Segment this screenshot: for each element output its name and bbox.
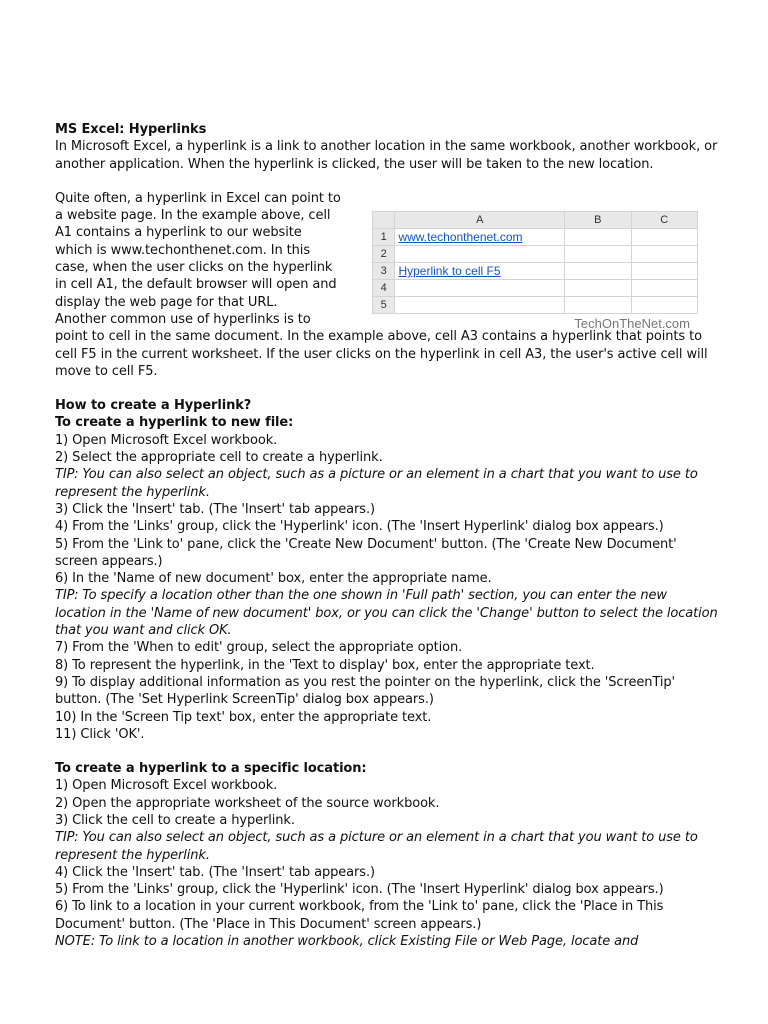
step-item: 4) From the 'Links' group, click the 'Hyperlink' icon. (The 'Insert Hyperlink' dialog box appears.) xyxy=(55,519,664,535)
explanation-line: A1 contains a hyperlink to our website xyxy=(55,225,302,241)
excel-example-image xyxy=(372,211,698,331)
explanation-line: display the web page for that URL. xyxy=(55,294,278,310)
excel-row xyxy=(373,263,698,280)
cell-c xyxy=(631,280,697,297)
cell-a xyxy=(395,246,565,263)
explanation-line: in cell A1, the default browser will open and xyxy=(55,277,337,293)
page-title: MS Excel: Hyperlinks xyxy=(55,122,207,137)
excel-row xyxy=(373,297,698,314)
step-item: 7) From the 'When to edit' group, select the appropriate option. xyxy=(55,640,463,656)
step-item: 6) In the 'Name of new document' box, enter the appropriate name. xyxy=(55,571,492,587)
how-to-heading: How to create a Hyperlink? xyxy=(55,398,252,414)
explanation-line: Another common use of hyperlinks is to xyxy=(55,311,311,327)
cell-c xyxy=(631,297,697,314)
hyperlink-cell[interactable]: Hyperlink to cell F5 xyxy=(395,263,565,280)
step-item: 6) To link to a location in your current workbook, from the 'Link to' pane, click the 'Place in This Document' button. (The 'Place in This Document' screen appears.) xyxy=(55,899,664,932)
cell-c xyxy=(631,263,697,280)
step-item: 1) Open Microsoft Excel workbook. xyxy=(55,778,278,794)
row-header: 2 xyxy=(373,246,395,263)
cell-b xyxy=(565,229,631,246)
cell-b xyxy=(565,280,631,297)
row-header: 5 xyxy=(373,297,395,314)
step-item: 9) To display additional information as you rest the pointer on the hyperlink, click the 'ScreenTip' button. (The 'Set Hyperlink ScreenTip' dialog box appears.) xyxy=(55,674,675,708)
cell-b xyxy=(565,297,631,314)
hyperlink-cell[interactable]: www.techonthenet.com xyxy=(395,229,565,246)
row-header: 4 xyxy=(373,280,395,297)
explanation-line: Quite often, a hyperlink in Excel can point to xyxy=(55,190,341,206)
cell-c xyxy=(631,229,697,246)
step-item: 5) From the 'Links' group, click the 'Hyperlink' icon. (The 'Insert Hyperlink' dialog box appears.) xyxy=(55,882,664,898)
section-location-heading: To create a hyperlink to a specific location: xyxy=(55,761,367,777)
step-item: 11) Click 'OK'. xyxy=(55,726,145,742)
step-item: 4) Click the 'Insert' tab. (The 'Insert' tab appears.) xyxy=(55,864,375,880)
step-item: 2) Select the appropriate cell to create a hyperlink. xyxy=(55,450,383,466)
techonthenet-watermark: TechOnTheNet.com xyxy=(574,316,690,331)
cell-c xyxy=(631,246,697,263)
hyperlink-explanation-cont: point to cell in the same document. In the example above, cell A3 contains a hyperlink that points to cell F5 in the current worksheet. If the user clicks on the hyperlink in cell A3, the user's active cell will move to cell F5. xyxy=(55,329,708,379)
section-location-steps xyxy=(55,777,719,950)
column-header-c: C xyxy=(631,212,697,229)
row-header: 3 xyxy=(373,263,395,280)
excel-grid xyxy=(372,211,698,314)
hyperlink-explanation xyxy=(55,190,360,328)
explanation-line: case, when the user clicks on the hyperlink xyxy=(55,260,333,276)
explanation-line: a website page. In the example above, cell xyxy=(55,208,331,224)
step-item: 3) Click the cell to create a hyperlink. xyxy=(55,812,295,828)
row-header: 1 xyxy=(373,229,395,246)
column-header-a: A xyxy=(395,212,565,229)
excel-row xyxy=(373,280,698,297)
column-header-b: B xyxy=(565,212,631,229)
step-item: 8) To represent the hyperlink, in the 'Text to display' box, enter the appropriate text. xyxy=(55,657,595,673)
explanation-line: which is www.techonthenet.com. In this xyxy=(55,242,310,258)
excel-row xyxy=(373,229,698,246)
step-item: 5) From the 'Link to' pane, click the 'Create New Document' button. (The 'Create New Document' screen appears.) xyxy=(55,536,677,569)
section-new-file-heading: To create a hyperlink to new file: xyxy=(55,415,294,431)
step-item: 1) Open Microsoft Excel workbook. xyxy=(55,432,278,448)
tip-note: TIP: You can also select an object, such as a picture or an element in a chart that you want to use to represent the hyperlink. xyxy=(55,830,698,863)
grid-corner xyxy=(373,212,395,229)
excel-row xyxy=(373,246,698,263)
intro-paragraph: In Microsoft Excel, a hyperlink is a link to another location in the same workbook, another workbook, or another application. When the hyperlink is clicked, the user will be taken to the new location. xyxy=(55,139,718,172)
step-item: 2) Open the appropriate worksheet of the source workbook. xyxy=(55,795,440,811)
step-item: 3) Click the 'Insert' tab. (The 'Insert' tab appears.) xyxy=(55,501,375,517)
tip-note: TIP: You can also select an object, such as a picture or an element in a chart that you want to use to represent the hyperlink. xyxy=(55,467,698,500)
cell-a xyxy=(395,297,565,314)
cell-b xyxy=(565,263,631,280)
cell-b xyxy=(565,246,631,263)
tip-note: TIP: To specify a location other than the one shown in 'Full path' section, you can enter the new location in the 'Name of new document' box, or you can click the 'Change' button to select the location that you want and click OK. xyxy=(55,588,718,639)
tip-note: NOTE: To link to a location in another workbook, click Existing File or Web Page, locate and xyxy=(55,934,639,950)
section-new-file-steps xyxy=(55,432,719,743)
step-item: 10) In the 'Screen Tip text' box, enter the appropriate text. xyxy=(55,709,432,725)
cell-a xyxy=(395,280,565,297)
